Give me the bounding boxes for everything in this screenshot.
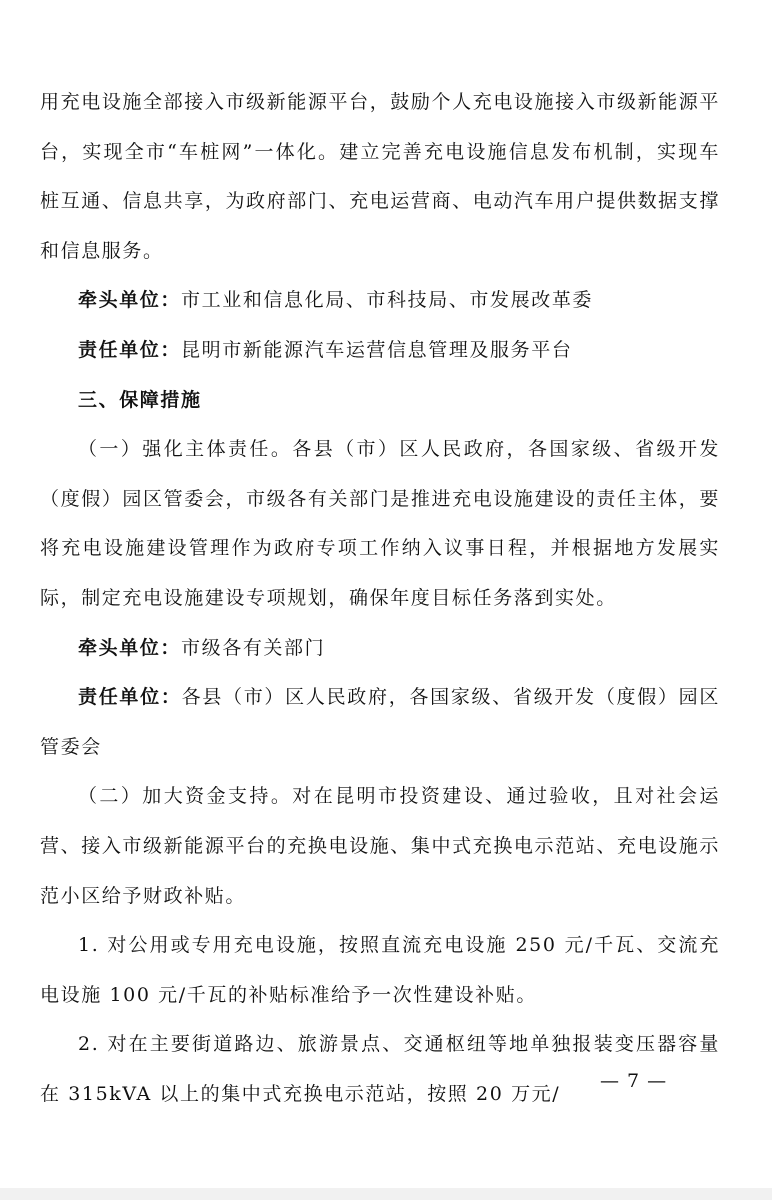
paragraph-text: 用充电设施全部接入市级新能源平台，鼓励个人充电设施接入市级新能源平台，实现全市“车桩网”一体化。建立完善充电设施信息发布机制，实现车桩互通、信息共享，为政府部门、充电运营商、电动汽车用户提供数据支撑和信息服务。	[40, 91, 720, 262]
para-item-1	[40, 425, 720, 623]
paragraph-text: （二）加大资金支持。对在昆明市投资建设、通过验收，且对社会运营、接入市级新能源平台的充换电设施、集中式充换电示范站、充电设施示范小区给予财政补贴。	[40, 785, 720, 907]
page-number: — 7 —	[600, 1070, 668, 1092]
responsible-unit-label: 责任单位：	[78, 686, 182, 709]
para-subsidy-1	[40, 921, 720, 1020]
lead-unit-value: 市级各有关部门	[181, 636, 326, 659]
paragraph-text: 1. 对公用或专用充电设施，按照直流充电设施 250 元/千瓦、交流充电设施 100 元/千瓦的补贴标准给予一次性建设补贴。	[40, 934, 720, 1006]
lead-unit-value: 市工业和信息化局、市科技局、市发展改革委	[181, 289, 594, 312]
page-bottom-edge	[0, 1188, 772, 1200]
para-continuation-network	[40, 78, 720, 276]
section-heading-3	[40, 376, 720, 426]
lead-unit-label: 牵头单位：	[78, 289, 182, 312]
responsible-unit-value: 昆明市新能源汽车运营信息管理及服务平台	[181, 338, 573, 361]
lead-unit-label: 牵头单位：	[78, 636, 182, 659]
para-responsible-unit-1	[40, 326, 720, 376]
section-heading-text: 三、保障措施	[78, 388, 202, 411]
responsible-unit-value: 各县（市）区人民政府，各国家级、省级开发（度假）园区管委会	[40, 686, 720, 758]
paragraph-text: 2. 对在主要街道路边、旅游景点、交通枢纽等地单独报装变压器容量在 315kVA 以上的集中式充换电示范站，按照 20 万元/	[40, 1033, 720, 1105]
para-lead-unit-1	[40, 276, 720, 326]
paragraph-text: （一）强化主体责任。各县（市）区人民政府，各国家级、省级开发（度假）园区管委会，市级各有关部门是推进充电设施建设的责任主体，要将充电设施建设管理作为政府专项工作纳入议事日程，并根据地方发展实际，制定充电设施建设专项规划，确保年度目标任务落到实处。	[40, 438, 720, 609]
para-lead-unit-2	[40, 624, 720, 674]
responsible-unit-label: 责任单位：	[78, 338, 182, 361]
para-responsible-unit-2	[40, 673, 720, 772]
document-body	[40, 78, 720, 1119]
para-item-2	[40, 772, 720, 921]
